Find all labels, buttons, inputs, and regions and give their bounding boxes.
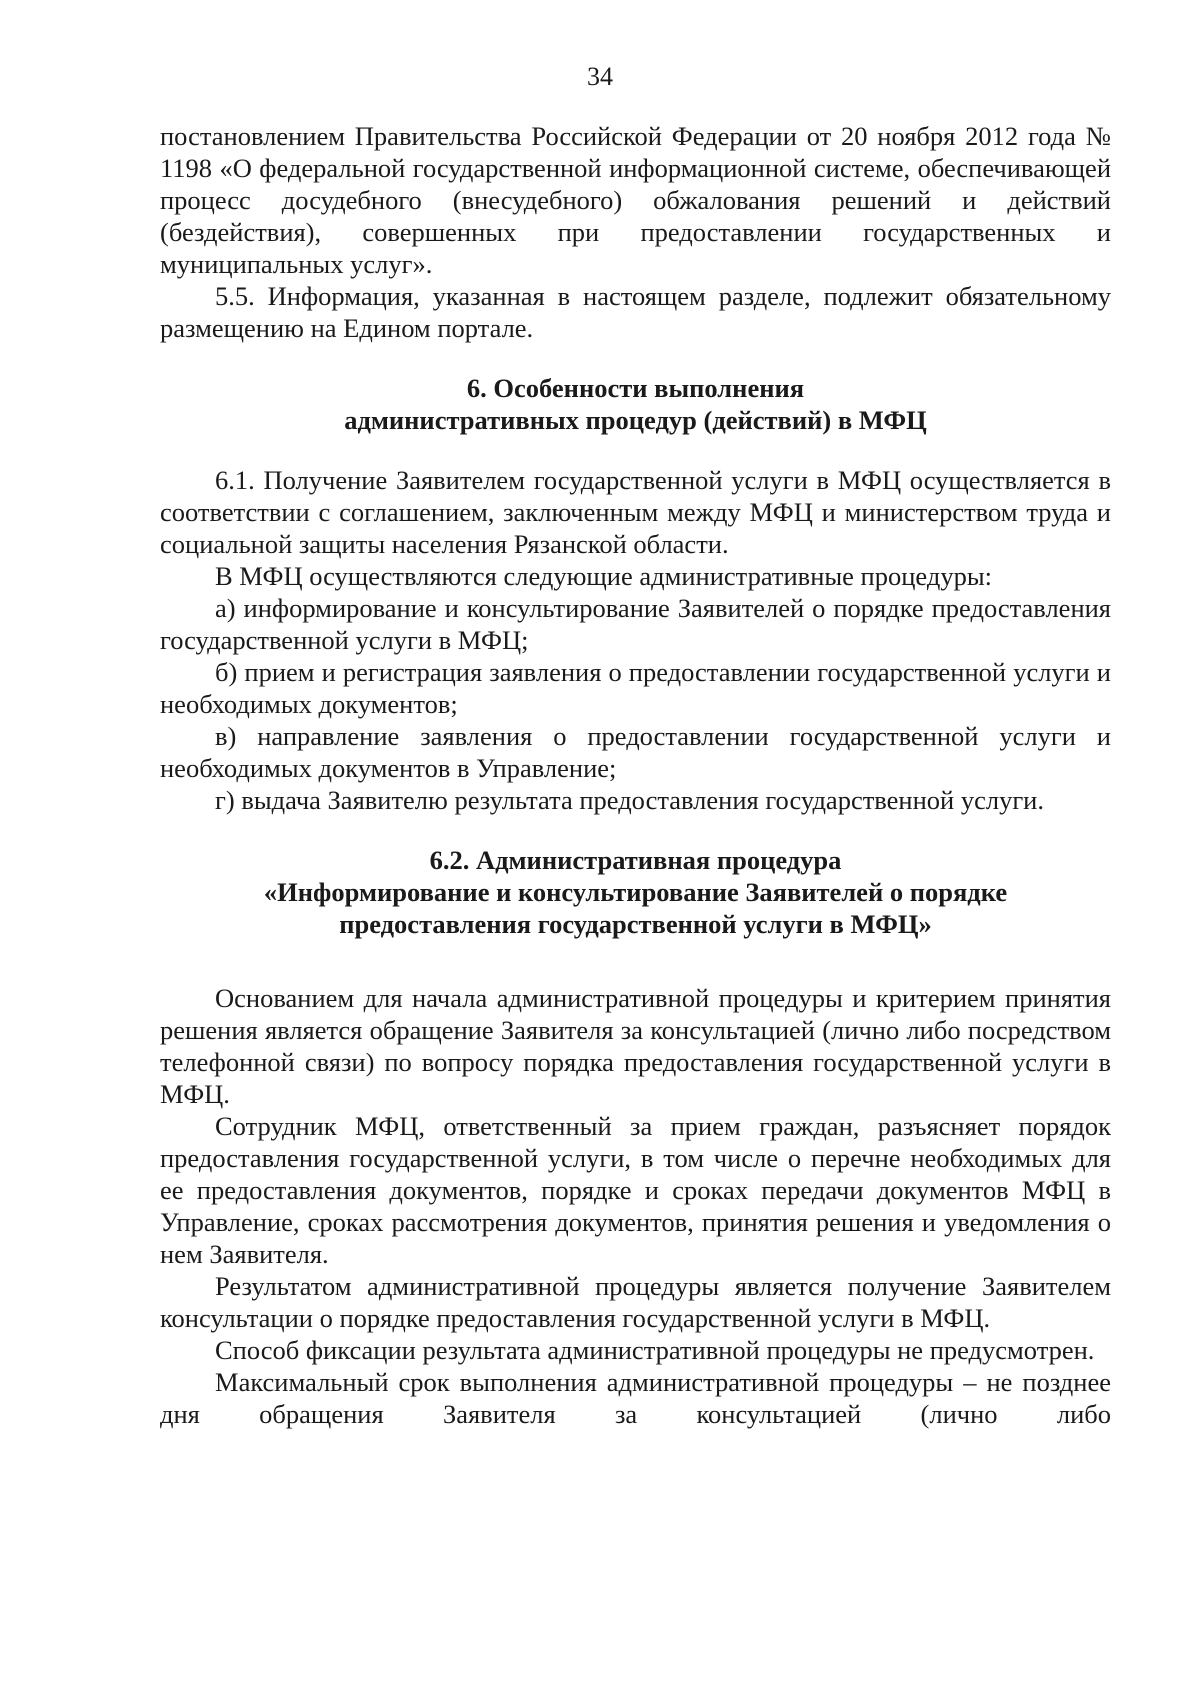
list-item: б) прием и регистрация заявления о предоставлении государственной услуги и необходимых документов; [160, 657, 1111, 719]
document-body [160, 120, 1111, 1430]
subsection-heading [160, 844, 1111, 940]
paragraph: Результатом административной процедуры является получение Заявителем консультации о порядке предоставления государственной услуги в МФЦ. [160, 1271, 1111, 1333]
paragraph: постановлением Правительства Российской Федерации от 20 ноября 2012 года № 1198 «О федеральной государственной информационной системе, обеспечивающей процесс досудебного (внесудебного) обжалования решений и действий (бездействия), совершенных при предоставлении государственных и муниципальных услуг». [160, 121, 1111, 279]
paragraph: 5.5. Информация, указанная в настоящем разделе, подлежит обязательному размещению на Едином портале. [160, 281, 1111, 343]
page-number: 34 [587, 62, 613, 91]
paragraph: Максимальный срок выполнения административной процедуры – не позднее дня обращения Заявителя за консультацией (лично либо [160, 1367, 1111, 1429]
list-item: в) направление заявления о предоставлении государственной услуги и необходимых документов в Управление; [160, 721, 1111, 783]
heading-line: административных процедур (действий) в МФЦ [344, 405, 927, 435]
paragraph: 6.1. Получение Заявителем государственной услуги в МФЦ осуществляется в соответствии с соглашением, заключенным между МФЦ и министерством труда и социальной защиты населения Рязанской области. [160, 465, 1111, 559]
paragraph: Основанием для начала административной процедуры и критерием принятия решения является обращение Заявителя за консультацией (лично либо посредством телефонной связи) по вопросу порядка предоставления государственной услуги в МФЦ. [160, 983, 1111, 1109]
heading-line: предоставления государственной услуги в МФЦ» [339, 909, 932, 939]
heading-line: 6. Особенности выполнения [466, 373, 805, 403]
section-heading [160, 372, 1111, 436]
list-item: г) выдача Заявителю результата предоставления государственной услуги. [215, 785, 1044, 815]
list-item: а) информирование и консультирование Заявителей о порядке предоставления государственной услуги в МФЦ; [160, 593, 1111, 655]
heading-line: «Информирование и консультирование Заявителей о порядке [263, 877, 1008, 907]
paragraph: Сотрудник МФЦ, ответственный за прием граждан, разъясняет порядок предоставления государственной услуги, в том числе о перечне необходимых для ее предоставления документов, порядке и сроках передачи документов МФЦ в Управление, сроках рассмотрения документов, принятия решения и уведомления о нем Заявителя. [160, 1111, 1111, 1269]
paragraph: Способ фиксации результата административной процедуры не предусмотрен. [215, 1335, 1095, 1365]
paragraph: В МФЦ осуществляются следующие административные процедуры: [215, 561, 992, 591]
heading-line: 6.2. Административная процедура [429, 845, 842, 875]
